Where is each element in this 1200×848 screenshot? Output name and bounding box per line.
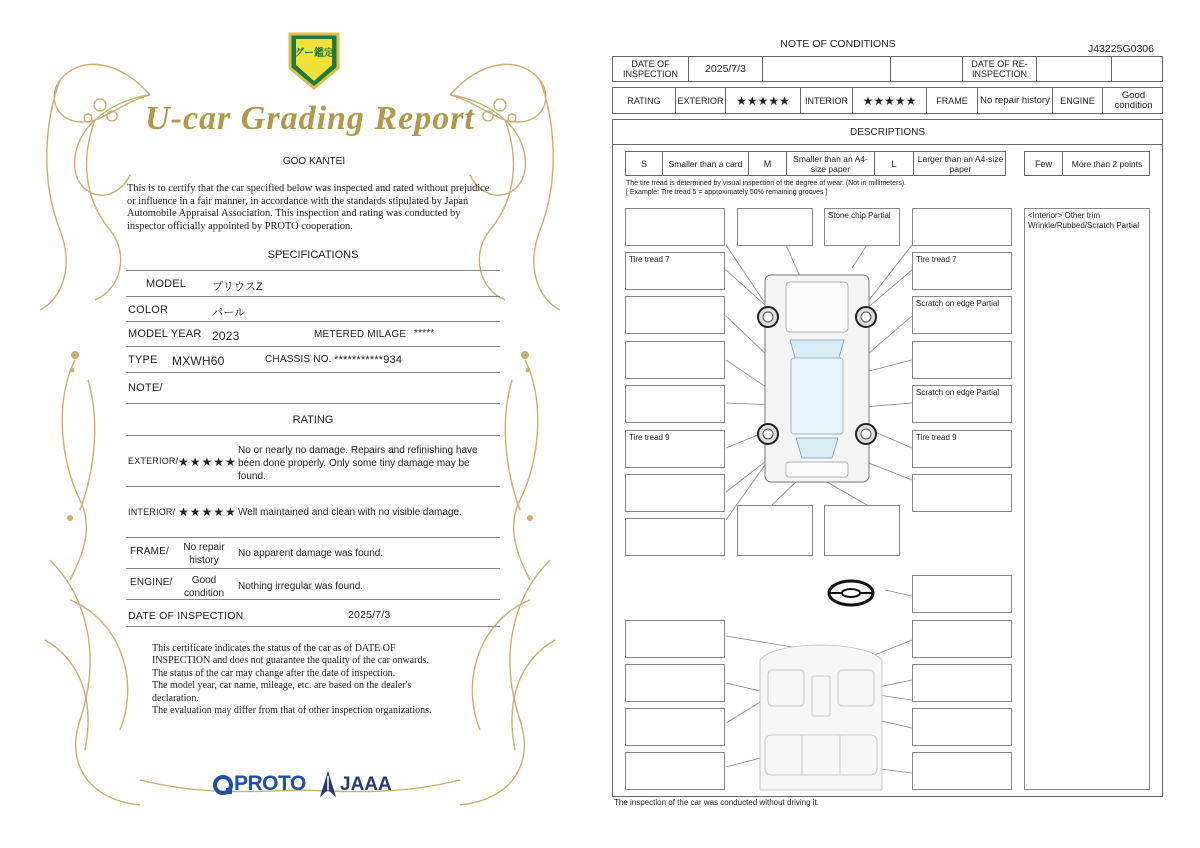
condition-box-tire-rear-right bbox=[912, 430, 1012, 468]
date-of-inspection-label: DATE OF INSPECTION bbox=[128, 610, 244, 622]
note-scratch-front: Scratch on edge Partial bbox=[916, 299, 1000, 308]
condition-box bbox=[912, 708, 1012, 746]
condition-box bbox=[625, 518, 725, 556]
tire-tread-note: The tire tread is determined by visual inspection of the degree of wear. (Not in millimeters). bbox=[626, 180, 907, 187]
frame-value: No repair history bbox=[183, 542, 225, 566]
model-value: プリウスZ bbox=[212, 281, 263, 293]
exterior-stars: ★★★★★ bbox=[178, 455, 237, 469]
note-tire-front-left: Tire tread 7 bbox=[629, 255, 670, 264]
condition-box bbox=[912, 620, 1012, 658]
steering-wheel-icon bbox=[829, 581, 873, 605]
inspection-footer-note: The inspection of the car was conducted without driving it. bbox=[614, 798, 819, 807]
interior-notes-box bbox=[1024, 208, 1150, 790]
re-inspection-header: DATE OF RE-INSPECTION bbox=[963, 57, 1037, 81]
car-top-view bbox=[758, 275, 876, 482]
interior-stars: ★★★★★ bbox=[178, 505, 237, 519]
note-interior: <Interior> Other trim Wrinkle/Rubbed/Scratch Partial bbox=[1028, 211, 1140, 230]
condition-box bbox=[912, 208, 1012, 246]
exterior-label: EXTERIOR/ bbox=[128, 456, 179, 466]
disclaimer-line: INSPECTION and does not guarantee the quality of the car onwards. bbox=[152, 655, 429, 667]
interior-description: Well maintained and clean with no visible damage. bbox=[238, 507, 462, 518]
condition-box-scratch-rear bbox=[912, 385, 1012, 423]
exterior-stars: ★★★★★ bbox=[726, 88, 801, 113]
condition-box-tire-rear-left bbox=[625, 430, 725, 468]
car-interior-view bbox=[760, 645, 882, 790]
mileage-value: ***** bbox=[414, 328, 435, 339]
badge-text: グー鑑定 bbox=[294, 48, 334, 59]
engine-value: Good condition bbox=[1114, 89, 1153, 111]
condition-box bbox=[912, 664, 1012, 702]
interior-label: INTERIOR/ bbox=[128, 507, 176, 517]
condition-box bbox=[625, 664, 725, 702]
engine-value: Good condition bbox=[183, 575, 225, 599]
jaaa-logo-text: JAAA bbox=[340, 774, 392, 795]
condition-box-tire-front-left bbox=[625, 252, 725, 290]
condition-box bbox=[737, 208, 813, 246]
color-value: パール bbox=[212, 307, 246, 319]
legend-m: M bbox=[749, 152, 787, 175]
interior-header: INTERIOR bbox=[801, 88, 853, 113]
rating-header: RATING bbox=[613, 88, 676, 113]
frame-label: FRAME/ bbox=[130, 546, 169, 557]
condition-box bbox=[625, 620, 725, 658]
condition-box bbox=[625, 752, 725, 790]
engine-header: ENGINE bbox=[1053, 88, 1103, 113]
engine-label: ENGINE/ bbox=[130, 577, 173, 588]
legend-m-text: Smaller than an A4-size paper bbox=[787, 152, 875, 175]
type-label: TYPE bbox=[128, 354, 158, 366]
color-label: COLOR bbox=[128, 304, 169, 316]
note-of-conditions-sheet bbox=[600, 0, 1200, 848]
condition-box bbox=[625, 296, 725, 334]
tire-tread-example: [ Example: Tire tread 5 = approximately 50% remaining grooves ] bbox=[626, 189, 828, 196]
model-year-label: MODEL YEAR bbox=[128, 328, 202, 340]
model-year-value: 2023 bbox=[212, 329, 240, 343]
disclaimer-line: The model year, car name, mileage, etc. are based on the dealer's bbox=[152, 680, 412, 692]
condition-box bbox=[912, 752, 1012, 790]
condition-box-scratch-front bbox=[912, 296, 1012, 334]
rating-heading: RATING bbox=[292, 414, 334, 426]
note-tire-rear-right: Tire tread 9 bbox=[916, 433, 957, 442]
condition-box bbox=[737, 505, 813, 556]
document-id: J43225G0306 bbox=[1088, 43, 1154, 55]
proto-logo-text: PROTO bbox=[234, 772, 306, 795]
legend-s: S bbox=[626, 152, 663, 175]
note-stone-chip: Stone chip Partial bbox=[828, 211, 891, 220]
condition-box bbox=[625, 341, 725, 379]
engine-description: Nothing irregular was found. bbox=[238, 581, 364, 592]
legend-l-text: Larger than an A4-size paper bbox=[917, 153, 1004, 174]
condition-box-tire-front-right bbox=[912, 252, 1012, 290]
mileage-label: METERED MILAGE bbox=[314, 329, 407, 340]
note-tire-front-right: Tire tread 7 bbox=[916, 255, 957, 264]
disclaimer-line: The evaluation may differ from that of other inspection organizations. bbox=[152, 705, 432, 717]
chassis-label: CHASSIS NO. bbox=[265, 354, 332, 365]
condition-box bbox=[625, 208, 725, 246]
legend-l: L bbox=[875, 152, 914, 175]
report-subtitle: GOO KANTEI bbox=[282, 156, 346, 167]
interior-stars: ★★★★★ bbox=[853, 88, 927, 113]
frame-description: No apparent damage was found. bbox=[238, 548, 384, 559]
report-title: U-car Grading Report bbox=[145, 100, 475, 137]
disclaimer-line: declaration. bbox=[152, 692, 199, 704]
condition-box-steering bbox=[912, 575, 1012, 613]
legend-s-text: Smaller than a card bbox=[663, 152, 749, 175]
date-of-inspection-header: DATE OF INSPECTION bbox=[613, 57, 689, 81]
condition-box bbox=[625, 385, 725, 423]
goo-kantei-badge-logo bbox=[285, 30, 343, 92]
certification-statement: This is to certify that the car specified below was inspected and rated without prejudice or influence in a fair manner, in accordance with the standards stipulated by Japan Automobile Appraisal Association. This inspection and rating was conducted by inspector officially appointed by PROTO cooperation. bbox=[127, 183, 490, 232]
legend-few-text: More than 2 points bbox=[1071, 158, 1143, 169]
exterior-description: No or nearly no damage. Repairs and refinishing have been done properly. Only some tiny damage may be found. bbox=[238, 445, 478, 482]
note-tire-rear-left: Tire tread 9 bbox=[629, 433, 670, 442]
exterior-header: EXTERIOR bbox=[676, 88, 726, 113]
note-scratch-rear: Scratch on edge Partial bbox=[916, 388, 1000, 397]
condition-box bbox=[824, 505, 900, 556]
frame-header: FRAME bbox=[927, 88, 978, 113]
model-label: MODEL bbox=[146, 278, 187, 290]
date-of-inspection-value: 2025/7/3 bbox=[348, 609, 391, 621]
note-label: NOTE/ bbox=[128, 382, 163, 394]
chassis-value: ***********934 bbox=[334, 354, 403, 366]
frame-value: No repair history bbox=[978, 88, 1053, 113]
condition-box bbox=[912, 474, 1012, 512]
conditions-title: NOTE OF CONDITIONS bbox=[780, 38, 896, 50]
type-value: MXWH60 bbox=[172, 354, 225, 368]
jaaa-logo bbox=[318, 770, 398, 798]
disclaimer-line: This certificate indicates the status of the car as of DATE OF bbox=[152, 643, 396, 654]
descriptions-heading: DESCRIPTIONS bbox=[613, 120, 1162, 145]
condition-box bbox=[625, 474, 725, 512]
condition-box bbox=[912, 341, 1012, 379]
condition-box-front bbox=[824, 208, 900, 246]
disclaimer-line: The status of the car may change after the date of inspection. bbox=[152, 667, 396, 679]
certificate-disclaimer bbox=[152, 643, 492, 717]
proto-logo bbox=[212, 770, 312, 798]
condition-box bbox=[625, 708, 725, 746]
date-of-inspection-value: 2025/7/3 bbox=[689, 57, 763, 81]
legend-few: Few bbox=[1025, 152, 1063, 175]
specifications-heading: SPECIFICATIONS bbox=[267, 249, 359, 261]
